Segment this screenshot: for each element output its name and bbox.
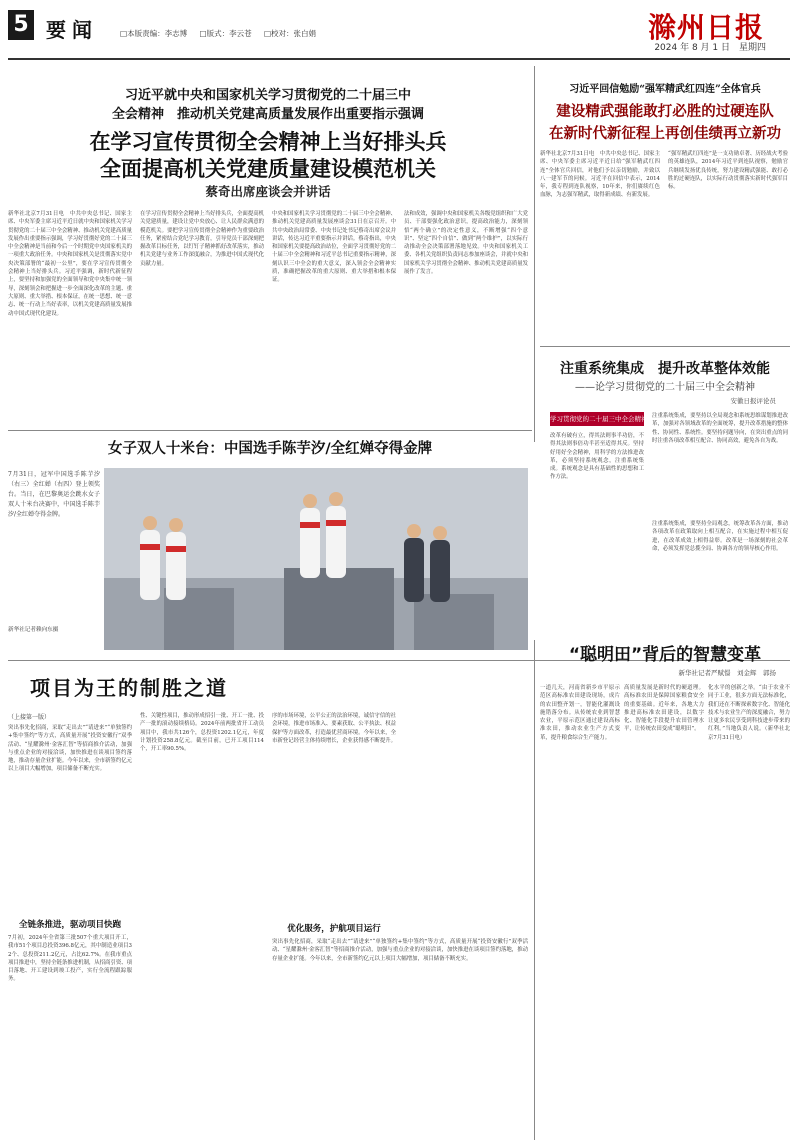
project-subtitle-2: 优化服务，护航项目运行 xyxy=(287,924,381,934)
proof-credit: □校对：张白娟 xyxy=(263,29,317,38)
podium-photo-image xyxy=(104,468,528,650)
side-headline-2: 在新时代新征程上再创佳绩再立新功 xyxy=(549,126,781,142)
side-column-1: 新华社北京7月31日电 中共中央总书记、国家主席、中央军委主席习近平近日给“强军精武红四连”全体官兵回信，对他们予以亲切勉励，并致以八一建军节的问候。习近平在回信中表示，2014年，我专程到连队视察，10年来，你们赓续红色血脉，为志强军精武，取得新成绩、有新发展。 xyxy=(540,151,660,199)
editor-credit: □本版责编：李志博 xyxy=(120,29,188,38)
layout-credit: □版式：李云苍 xyxy=(199,29,252,38)
project-subtitle-1: 全链条推进，驱动项目快跑 xyxy=(18,920,121,930)
lead-kicker-2: 全会精神 推动机关党建高质量发展作出重要指示强调 xyxy=(111,107,424,122)
smart-column-2: 高质量发展是新时代的硬道理。高标准农田是保障国家粮食安全的重要基础。近年来，各地大力推进高标准农田建设，以数字化、智能化手段提升农田管理水平，让传统农田变成“聪明田”。 xyxy=(624,685,704,733)
smart-byline: 新华社记者严赋憬 刘金辉 郭扬 xyxy=(678,669,776,677)
masthead xyxy=(0,0,798,60)
lead-headline-2: 全面提高机关党建质量建设模范机关 xyxy=(100,157,436,181)
paper-date: 2024 年 8 月 1 日 星期四 xyxy=(654,43,766,53)
header-rule xyxy=(8,58,790,60)
photo-credit: 新华社记者赖向东摄 xyxy=(8,627,59,633)
lower-column-divider xyxy=(534,640,535,1140)
commentary-byline: 安徽日报评论员 xyxy=(730,397,776,405)
project-column-1: 突出事先化招商，采取“走出去”“请进来”“单独签约+集中签约”等方式，高质量开展“投资安徽行”双季活动、“星耀滁州·金客汇智”等招商推介活动，加强与重点企业的对接洽谈，加快推进在谈项目签约落地，推动存量企业扩能。今年以来，全市新签约亿元以上项目大幅增加，项目储备不断充实。 xyxy=(8,725,132,773)
smart-column-3: 化水平的创新之举。“由于农业不同于工业，很多方面无法标准化，我们还在不断探索数字化、智能化技术与农业生产的深度融合，努力让更多农民享受到科技进步带来的红利。”当地负责人说。（新华社北京7月31日电） xyxy=(708,685,790,741)
smart-headline: “聪明田”背后的智慧变革 xyxy=(568,645,762,665)
editor-credits xyxy=(120,28,326,39)
smart-column-1: 一道几天，河南省新乡市平原示范区高标准农田建设现场，成片的农田整齐划一，智能化灌溉设施错落分布。从传统农业到智慧农业，平原示范区通过建设高标准农田，推动农业生产方式变革，提升粮食综合生产能力。 xyxy=(540,685,620,741)
commentary-column-2: 注重系统集成，要坚持以全局观念和系统思维谋划推进改革，加强对各领域改革的全面统筹，提升改革措施的整体性、协同性、系统性。要坚持问题导向，在突出重点的同时注重各项改革相互配合、协同高效，避免各自为战。 xyxy=(652,413,788,444)
section-title: 要闻 xyxy=(46,18,98,42)
lead-column-2: 在学习宣传贯彻全会精神上当好排头兵，全面提高机关党建质量，建设让党中央放心、让人民群众满意的模范机关。要把学习宣传贯彻全会精神作为重要政治任务，紧密结合党纪学习教育，引导党员干部深刻把握改革目标任务，以钉钉子精神抓好改革落实，推动机关党建与业务工作深度融合，为推进中国式现代化贡献力量。 xyxy=(140,211,264,267)
side-column-2: “强军精武红四连”是一支功勋卓著、历经战火考验的英雄连队，2014年习近平到连队视察，勉励官兵继续发扬优良传统，努力建设精武强能、敢打必胜的过硬连队，以实际行动贯彻落实新时代强军目标。 xyxy=(668,151,788,191)
photo-headline: 女子双人十米台：中国选手陈芋汐/全红婵夺得金牌 xyxy=(107,441,433,457)
side-kicker: 习近平回信勉励“强军精武红四连”全体官兵 xyxy=(569,84,761,95)
commentary-column-1: 改革有破有立，得其法则事半功倍，不得其法则事倍功半甚至适得其反。坚持好用好全会精神，用科学的方法推进改革，必须坚持系统观念，注重系统集成。系统观念是具有基础性的思想和工作方法。 xyxy=(550,433,644,481)
podium-photo xyxy=(104,468,528,650)
lead-subhead: 蔡奇出席座谈会并讲话 xyxy=(205,184,331,199)
photo-caption: 7月31日，冠军中国选手陈芋汐（右三）全红婵（右四）登上领奖台。当日，在巴黎奥运会跳水女子双人十米台决赛中，中国选手陈芋汐/全红婵夺得金牌。 xyxy=(8,471,100,518)
commentary-subhead: ——论学习贯彻党的二十届三中全会精神 xyxy=(575,382,755,393)
project-headline: 项目为王的制胜之道 xyxy=(30,676,228,700)
paper-logo: 滁州日报 xyxy=(647,11,764,44)
project-continued-label: （上接第一版） xyxy=(8,714,51,721)
commentary-column-3: 注重系统集成，要坚持全局观念，统筹改革各方面，推动各项改革在政策取向上相互配合，在实施过程中相互促进，在改革成效上相得益彰。改革是一场深刻的社会革命，必须发挥党总揽全局、协调各方的领导核心作用。 xyxy=(652,521,788,552)
lead-column-3: 中央和国家机关学习贯彻党的二十届三中全会精神、推动机关党建高质量发展座谈会31日在京召开。中共中央政治局常委、中央书记处书记蔡奇出席会议并讲话，传达习近平重要指示并讲话。蔡奇指出，中央和国家机关要提高政治站位，全面学习贯彻好党的二十届三中全会精神和习近平总书记重要指示精神，深刻认识三中全会的重大意义，深入领会全会精神实质，准确把握改革的重大原则、重大举措和根本保证。 xyxy=(272,211,396,284)
column-divider xyxy=(534,66,535,442)
page-number: 5 xyxy=(8,10,34,40)
lead-kicker-1: 习近平就中央和国家机关学习贯彻党的二十届三中 xyxy=(124,88,411,103)
lead-column-1: 新华社北京7月31日电 中共中央总书记、国家主席、中央军委主席习近平近日就中央和国家机关学习贯彻党的二十届三中全会精神、推动机关党建高质量发展作出重要指示强调，学习好贯彻好党的二十届三中全会精神是当前和今后一个时期党中央国家机关的一项重大政治任务。中央和国家机关是贯彻落实党中央决策部署的“最初一公里”，要在学习宣传贯彻全会精神上当好排头兵。习近平强调，新时代新征程上，要坚持和加强党的全面领导和党中央集中统一领导，深刻领会和把握进一步全面深化改革的主题、重大原则、重大举措、根本保证，在统一思想、统一意志、统一行动上当好表率，以机关党建高质量发展推动中国式现代化建设。 xyxy=(8,211,132,317)
project-column-4: 序的市场环境，公平公正的法治环境，诚信守信的社会环境，推进市场准入、要素获取、公平执法、权益保护等方面改革，打造最优营商环境。今年以来，全市新登记经营主体持续增长，企业获得感不断提升。 xyxy=(272,713,396,744)
commentary-label: 学习贯彻党的二十届三中全会精神 xyxy=(550,412,644,426)
project-column-3: 性、关键性项目，推动形成招引一批、开工一批、投产一批的滚动接续格局。2024年前两批省开工动员项目中，我市共126个，总投资1202.1亿元，年度计划投资258.8亿元。截至目前，已开工项目114个，开工率90.5%。 xyxy=(140,713,264,753)
commentary-headline: 注重系统集成 提升改革整体效能 xyxy=(560,361,770,377)
side-divider xyxy=(540,346,790,347)
section-divider xyxy=(8,430,532,431)
project-column-2: 7月初，2024年全省第三批507个重大项目开工，我市51个项目总投资396.8亿元，其中制造业项目32个、总投资211.2亿元，占比62.7%。在我市重点项目推进中，坚持全链条推进机制，从招商引资、项目落地、开工建设到竣工投产，实行全流程跟踪服务。 xyxy=(8,935,132,983)
side-headline-1: 建设精武强能敢打必胜的过硬连队 xyxy=(556,104,774,120)
lead-headline-1: 在学习宣传贯彻全会精神上当好排头兵 xyxy=(89,130,447,154)
project-column-5: 突出事先化招商，采取“走出去”“请进来”“单独签约+集中签约”等方式，高质量开展“投资安徽行”双季活动、“星耀滁州·金客汇智”等招商推介活动，加强与重点企业的对接洽谈，加快推进在谈项目签约落地，推动存量企业扩能。今年以来，全市新签约亿元以上项目大幅增加，项目储备不断充实。 xyxy=(272,939,528,962)
lead-column-4: 法和成效，强调中央和国家机关各级党组织和广大党员、干部要强化政治意识，提高政治能力，深刻领悟“两个确立”的决定性意义，不断增强“四个意识”、坚定“四个自信”、做到“两个维护”，以实际行动推动全会决策部署落地见效。中央和国家机关工委、各机关党组织负责同志参加座谈会，并就中央和国家机关学习贯彻全会精神、推动机关党建高质量发展作了发言。 xyxy=(404,211,528,276)
